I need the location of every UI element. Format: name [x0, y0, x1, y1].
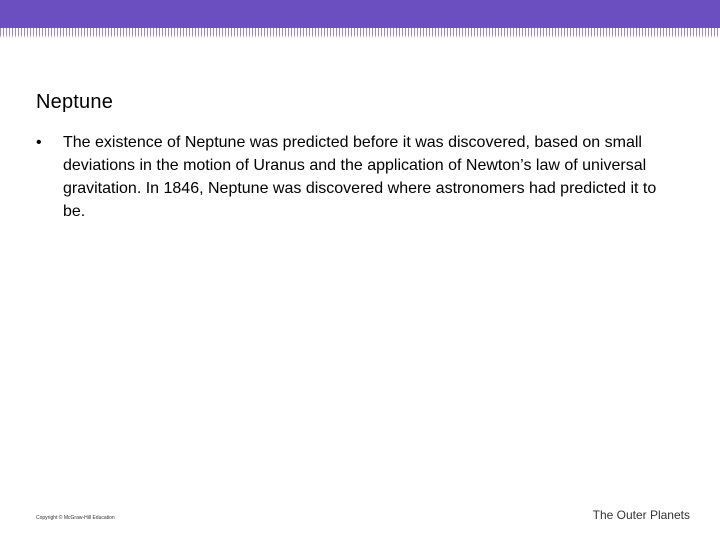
header-dither-strip — [0, 28, 720, 38]
header-band — [0, 0, 720, 28]
copyright-notice: Copyright © McGraw-Hill Education — [36, 515, 115, 521]
slide-title: Neptune — [36, 91, 114, 113]
section-footer-label: The Outer Planets — [592, 508, 690, 522]
bullet-text: The existence of Neptune was predicted before it was discovered, based on small deviations in the motion of Uranus and the application of Newton’s law of universal gravitation. In 1846, Neptune was discovered where astronomers had predicted it to be. — [63, 134, 657, 220]
bullet-marker: • — [36, 134, 42, 151]
bullet-item — [36, 131, 676, 223]
